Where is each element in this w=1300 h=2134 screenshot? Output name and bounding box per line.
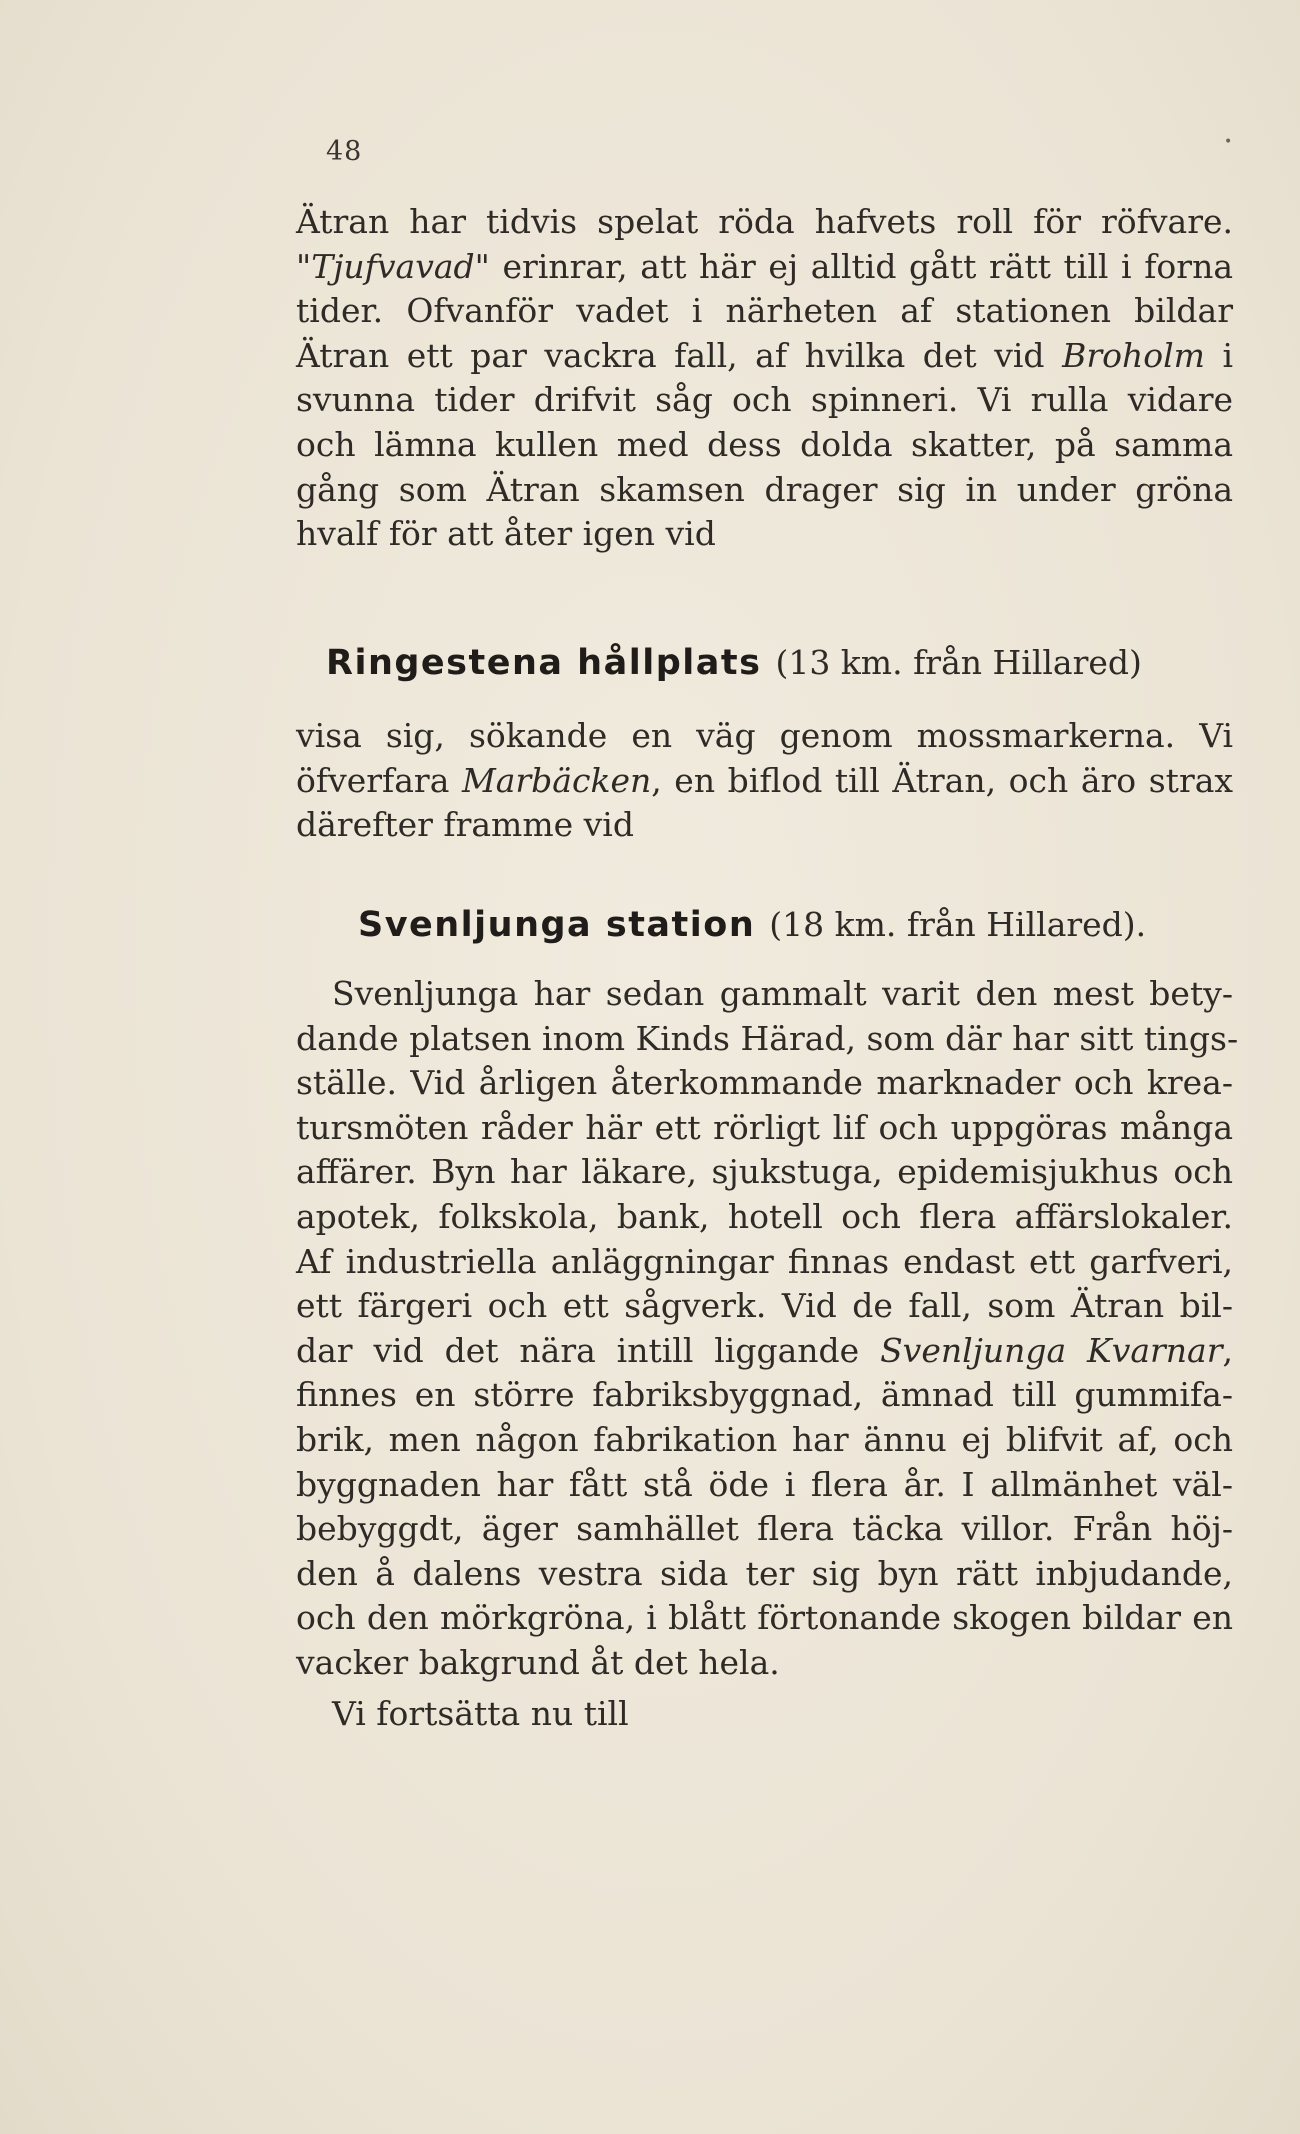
text-run: finnes en större fabriksbyggnad, ämnad till gummifa- <box>296 1375 1233 1415</box>
text-line <box>296 1596 1233 1641</box>
text-run: ett färgeri och ett sågverk. Vid de fall, som Ätran bil- <box>296 1286 1233 1326</box>
text-run: apotek, folkskola, bank, hotell och flera affärslokaler. <box>296 1196 1233 1236</box>
italic-name: Broholm <box>1062 335 1205 375</box>
italic-name: Marbäcken <box>461 760 652 800</box>
text-line <box>296 334 1233 379</box>
text-line <box>296 972 1233 1017</box>
text-run: Svenljunga har sedan gammalt varit den mest bety- <box>332 974 1233 1013</box>
heading-ringestena-title: Ringestena hållplats <box>326 643 762 683</box>
text-run: Ätran ett par vackra fall, af hvilka det vid <box>296 335 1063 375</box>
text-line <box>296 1463 1233 1508</box>
text-run: i <box>1204 335 1234 375</box>
text-run: Vi fortsätta nu till <box>332 1694 629 1733</box>
text-line <box>296 423 1233 468</box>
text-run: därefter framme vid <box>296 805 634 845</box>
text-line <box>296 289 1233 334</box>
text-line <box>296 1195 1233 1240</box>
italic-name: Tjufvavad <box>311 246 475 286</box>
text-line <box>296 1240 1233 1285</box>
text-run: brik, men någon fabrikation har ännu ej blifvit af, och <box>296 1419 1233 1459</box>
text-line <box>296 714 1233 759</box>
text-line <box>296 1150 1233 1195</box>
text-run: , <box>1222 1330 1234 1370</box>
text-run: visa sig, sökande en väg genom mossmarkerna. Vi <box>296 716 1233 755</box>
text-run: dar vid det nära intill liggande <box>296 1330 881 1370</box>
text-run: ställe. Vid årligen återkommande marknader och krea- <box>296 1063 1233 1103</box>
text-line <box>296 1061 1233 1106</box>
text-line <box>296 803 1233 848</box>
italic-name: Svenljunga Kvarnar <box>880 1330 1223 1370</box>
text-line <box>296 1329 1233 1374</box>
text-run: " erinrar, att här ej alltid gått rätt till i forna <box>474 246 1233 286</box>
heading-ringestena-distance: (13 km. från Hillared) <box>775 643 1142 682</box>
text-run: och den mörkgröna, i blått förtonande skogen bildar en <box>296 1598 1233 1638</box>
text-run: gång som Ätran skamsen drager sig in under gröna <box>296 469 1233 509</box>
paragraph-svenljunga-description <box>296 972 1239 1686</box>
text-line <box>296 1373 1233 1418</box>
text-run: hvalf för att åter igen vid <box>296 514 716 554</box>
text-run: " <box>296 246 312 286</box>
text-run: byggnaden har fått stå öde i flera år. I allmänhet väl- <box>296 1464 1233 1504</box>
text-line <box>296 759 1233 804</box>
text-run: bebyggdt, äger samhället flera täcka villor. Från höj- <box>296 1509 1233 1549</box>
text-run: den å dalens vestra sida ter sig byn rätt inbjudande, <box>296 1553 1233 1593</box>
text-line <box>296 245 1233 290</box>
text-line <box>296 468 1233 513</box>
heading-svenljunga-distance: (18 km. från Hillared). <box>769 905 1147 944</box>
text-line <box>296 378 1233 423</box>
text-run: svunna tider drifvit såg och spinneri. Vi rulla vidare <box>296 380 1233 420</box>
heading-svenljunga <box>358 905 1146 945</box>
text-run: tursmöten råder här ett rörligt lif och uppgöras många <box>296 1107 1233 1147</box>
page-number: 48 <box>326 136 363 167</box>
text-line <box>296 1552 1233 1597</box>
text-run: Ätran har tidvis spelat röda hafvets roll för röfvare. <box>296 202 1233 241</box>
text-run: öfverfara <box>296 760 462 800</box>
text-run: , en biflod till Ätran, och äro strax <box>651 760 1233 800</box>
text-line <box>296 1106 1233 1151</box>
text-line <box>296 200 1233 245</box>
text-line <box>296 1418 1233 1463</box>
text-line <box>296 1017 1239 1062</box>
text-run: tider. Ofvanför vadet i närheten af stationen bildar <box>296 291 1233 331</box>
text-line <box>296 512 1233 557</box>
text-line <box>296 1284 1233 1329</box>
paragraph-atran-history <box>296 200 1233 557</box>
text-line <box>296 1641 1233 1686</box>
text-line <box>296 1507 1233 1552</box>
text-run: affärer. Byn har läkare, sjukstuga, epidemisjukhus och <box>296 1152 1233 1192</box>
paragraph-continuation <box>296 1692 1233 1737</box>
text-run: vacker bakgrund åt det hela. <box>296 1642 780 1682</box>
heading-ringestena <box>326 643 1142 683</box>
text-run: dande platsen inom Kinds Härad, som där har sitt tings- <box>296 1018 1239 1058</box>
text-line <box>296 1692 1233 1737</box>
text-run: Af industriella anläggningar finnas endast ett garfveri, <box>296 1241 1233 1281</box>
paragraph-marbacken <box>296 714 1233 848</box>
text-run: och lämna kullen med dess dolda skatter, på samma <box>296 424 1233 464</box>
print-speck: • <box>1224 134 1233 150</box>
heading-svenljunga-title: Svenljunga station <box>358 905 756 945</box>
